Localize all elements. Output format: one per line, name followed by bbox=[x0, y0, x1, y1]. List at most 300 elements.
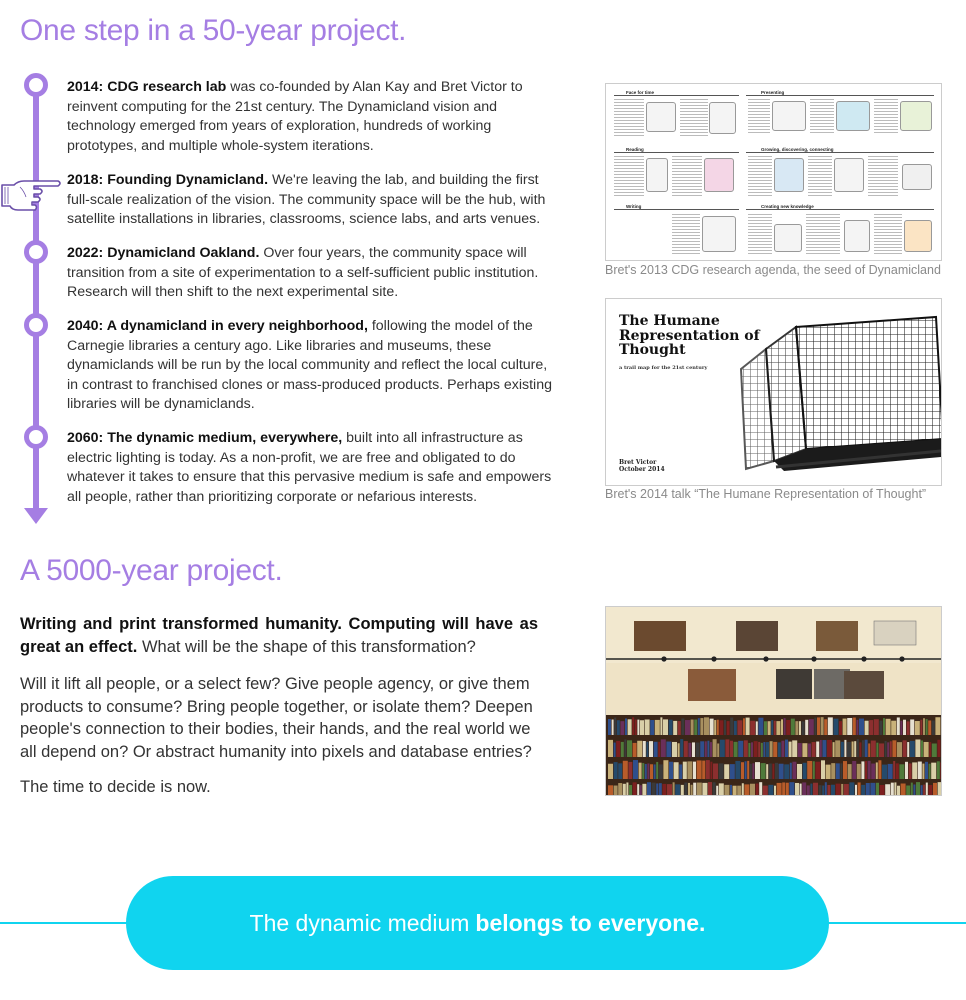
book-spine bbox=[817, 717, 820, 735]
book-spine bbox=[922, 764, 924, 779]
book-spine bbox=[647, 782, 651, 796]
book-spine bbox=[698, 718, 700, 735]
book-spine bbox=[807, 761, 812, 779]
book-spine bbox=[724, 764, 729, 779]
book-spine bbox=[608, 719, 611, 735]
book-spine bbox=[786, 783, 789, 796]
book-spine bbox=[921, 740, 923, 757]
book-spine bbox=[773, 742, 777, 757]
book-spine bbox=[911, 783, 913, 796]
book-spine bbox=[883, 718, 885, 735]
book-spine bbox=[719, 783, 724, 796]
book-spine bbox=[617, 720, 620, 735]
book-spine bbox=[608, 785, 613, 796]
book-spine bbox=[746, 718, 750, 735]
book-spine bbox=[819, 785, 822, 796]
book-spine bbox=[669, 762, 673, 779]
book-spine bbox=[887, 742, 889, 757]
book-spine bbox=[916, 782, 920, 796]
book-spine bbox=[756, 721, 758, 735]
book-spine bbox=[742, 783, 744, 796]
book-spine bbox=[781, 741, 784, 757]
book-spine bbox=[655, 720, 660, 735]
book-spine bbox=[784, 718, 786, 735]
lead-bold: Writing and print transformed humanity. Computing will have as great an effect. bbox=[20, 615, 538, 656]
book-spine bbox=[861, 761, 864, 779]
book-spine bbox=[763, 786, 768, 796]
book-spine bbox=[925, 762, 928, 779]
book-spine bbox=[738, 741, 743, 757]
book-spine bbox=[870, 783, 875, 796]
book-spine bbox=[782, 782, 785, 796]
talk-date: October 2014 bbox=[619, 466, 665, 473]
book-spine bbox=[798, 743, 802, 757]
banner-text-bold: belongs to everyone. bbox=[475, 909, 706, 936]
book-spine bbox=[800, 784, 802, 796]
book-spine bbox=[645, 764, 647, 779]
timeline-text: was co-founded by Alan Kay and Bret Victor to reinvent computing for the 21st century. The Dynamicland vision and technology emerged from years of exploration, hundreds of working prototypes, and multiple whole-system iterations. bbox=[67, 79, 523, 154]
book-spine bbox=[639, 763, 642, 779]
book-spine bbox=[815, 762, 820, 779]
book-spine bbox=[777, 783, 782, 796]
book-spine bbox=[635, 720, 637, 735]
book-spine bbox=[814, 717, 816, 735]
book-spine bbox=[865, 761, 867, 779]
book-spine bbox=[836, 763, 840, 779]
book-spine bbox=[803, 763, 807, 779]
book-spine bbox=[862, 740, 864, 757]
book-spine bbox=[724, 720, 726, 735]
book-spine bbox=[693, 762, 696, 779]
book-spine bbox=[766, 764, 768, 779]
book-spine bbox=[871, 764, 875, 779]
book-spine bbox=[614, 743, 616, 757]
timeline-entry-2022 bbox=[67, 244, 557, 303]
book-spine bbox=[706, 760, 710, 779]
book-spine bbox=[855, 785, 857, 796]
book-spine bbox=[642, 763, 644, 779]
book-spine bbox=[938, 782, 942, 796]
book-spine bbox=[658, 742, 660, 757]
book-spine bbox=[704, 717, 709, 735]
book-spine bbox=[770, 741, 773, 757]
book-spine bbox=[661, 739, 666, 757]
book-spine bbox=[857, 764, 861, 779]
book-spine bbox=[843, 719, 847, 735]
book-spine bbox=[692, 742, 695, 757]
book-spine bbox=[752, 763, 754, 779]
book-spine bbox=[714, 720, 716, 735]
book-spine bbox=[616, 741, 620, 757]
humane-talk-image bbox=[605, 298, 942, 486]
book-spine bbox=[810, 784, 812, 796]
book-spine bbox=[763, 742, 765, 757]
book-spine bbox=[724, 785, 729, 796]
book-spine bbox=[678, 743, 680, 757]
book-spine bbox=[679, 764, 682, 779]
book-spine bbox=[894, 782, 896, 796]
book-spine bbox=[871, 741, 876, 757]
bookshelf-photo-image bbox=[605, 606, 942, 796]
book-spine bbox=[687, 761, 692, 779]
book-spine bbox=[720, 740, 725, 757]
book-spine bbox=[667, 784, 672, 796]
talk-author: Bret Victor bbox=[619, 459, 657, 466]
book-spine bbox=[768, 721, 771, 735]
book-spine bbox=[900, 721, 902, 735]
timeline-entry-2014 bbox=[67, 78, 557, 156]
book-spine bbox=[654, 764, 656, 779]
banner-text-regular: The dynamic medium bbox=[249, 909, 470, 936]
book-spine bbox=[649, 741, 653, 757]
book-spine bbox=[891, 721, 896, 735]
book-spine bbox=[629, 785, 632, 796]
book-spine bbox=[618, 763, 622, 779]
book-spine bbox=[669, 720, 673, 735]
book-spine bbox=[926, 719, 928, 735]
book-spine bbox=[748, 743, 750, 757]
lead-paragraph bbox=[20, 613, 538, 658]
book-spine bbox=[856, 720, 858, 735]
book-spine bbox=[734, 721, 737, 735]
book-spine bbox=[672, 742, 677, 757]
book-spine bbox=[812, 742, 816, 757]
book-spine bbox=[868, 761, 871, 779]
book-spine bbox=[716, 786, 718, 796]
book-spine bbox=[633, 782, 637, 796]
talk-title: The Humane Representation of Thought bbox=[619, 313, 760, 358]
timeline-text: following the model of the Carnegie libraries a century ago. Like libraries and museums, these dynamiclands will be run by the local community and reflect the local culture, in contrast to franchised clones or mass-produced products. Perhaps existing libraries will be dynamiclands. bbox=[67, 318, 552, 412]
book-spine bbox=[854, 741, 856, 757]
humane-caption: Bret's 2014 talk “The Humane Representation of Thought” bbox=[605, 487, 927, 501]
book-spine bbox=[820, 740, 822, 757]
book-spine bbox=[844, 784, 849, 796]
timeline-year-label: 2014: CDG research lab bbox=[67, 79, 227, 95]
book-spine bbox=[733, 786, 737, 796]
book-spine bbox=[768, 785, 773, 796]
lead-rest: What will be the shape of this transformation? bbox=[137, 637, 476, 656]
mission-banner bbox=[126, 876, 829, 970]
timeline-dot-2040 bbox=[24, 313, 48, 337]
book-spine bbox=[750, 764, 752, 779]
book-spine bbox=[673, 721, 677, 735]
book-spine bbox=[866, 783, 870, 796]
book-spine bbox=[827, 785, 830, 796]
timeline-entry-2040 bbox=[67, 317, 557, 415]
book-spine bbox=[836, 784, 841, 796]
book-spine bbox=[852, 741, 854, 757]
book-spine bbox=[625, 718, 627, 735]
book-spine bbox=[882, 765, 887, 779]
timeline-entry-2060 bbox=[67, 429, 557, 507]
book-spine bbox=[779, 764, 784, 779]
book-spine bbox=[730, 785, 732, 796]
book-spine bbox=[774, 721, 776, 735]
book-spine bbox=[827, 740, 832, 757]
book-spine bbox=[869, 720, 873, 735]
book-spine bbox=[618, 783, 622, 796]
book-spine bbox=[758, 742, 760, 757]
book-spine bbox=[705, 741, 707, 757]
book-spine bbox=[652, 783, 656, 796]
book-spine bbox=[848, 764, 852, 779]
book-spine bbox=[750, 721, 755, 735]
book-spine bbox=[865, 721, 869, 735]
book-spine bbox=[843, 761, 847, 779]
book-spine bbox=[937, 761, 940, 779]
book-spine bbox=[886, 719, 891, 735]
book-spine bbox=[633, 760, 638, 779]
book-spine bbox=[719, 720, 723, 735]
book-spine bbox=[903, 740, 907, 757]
book-spine bbox=[637, 720, 639, 735]
agenda-caption: Bret's 2013 CDG research agenda, the seed of Dynamicland bbox=[605, 263, 941, 277]
book-spine bbox=[929, 742, 931, 757]
timeline-text: Over four years, the community space will transition from a site of experimentation to a self-sufficient public institution. Research will then shift to the next experimental site. bbox=[67, 245, 539, 300]
book-spine bbox=[905, 762, 908, 779]
book-spine bbox=[797, 764, 802, 779]
book-spine bbox=[647, 763, 649, 779]
book-spine bbox=[710, 742, 712, 757]
agenda-label: Presenting bbox=[761, 90, 785, 95]
book-spine bbox=[792, 762, 796, 779]
book-spine bbox=[910, 741, 915, 757]
timeline-year-label: 2060: The dynamic medium, everywhere, bbox=[67, 430, 343, 446]
book-spine bbox=[623, 784, 626, 796]
book-spine bbox=[907, 721, 910, 735]
book-spine bbox=[734, 742, 738, 757]
book-spine bbox=[924, 742, 929, 757]
book-spine bbox=[697, 760, 702, 779]
agenda-label: Writing bbox=[626, 204, 642, 209]
book-spine bbox=[744, 740, 748, 757]
book-spine bbox=[751, 742, 753, 757]
book-spine bbox=[909, 763, 912, 779]
book-spine bbox=[702, 783, 707, 796]
book-spine bbox=[852, 761, 856, 779]
book-spine bbox=[662, 784, 666, 796]
book-spine bbox=[802, 721, 805, 735]
timeline-dot-2022 bbox=[24, 240, 48, 264]
book-spine bbox=[778, 742, 781, 757]
book-spine bbox=[674, 762, 679, 779]
book-spine bbox=[754, 741, 758, 757]
book-spine bbox=[628, 719, 632, 735]
book-spine bbox=[775, 763, 778, 779]
book-spine bbox=[637, 784, 639, 796]
book-spine bbox=[841, 742, 844, 757]
book-spine bbox=[821, 717, 824, 735]
book-spine bbox=[878, 760, 881, 779]
book-spine bbox=[621, 742, 624, 757]
book-spine bbox=[684, 741, 688, 757]
book-spine bbox=[935, 717, 940, 735]
book-spine bbox=[915, 721, 920, 735]
book-spine bbox=[737, 786, 741, 796]
book-spine bbox=[693, 783, 696, 796]
book-spine bbox=[903, 720, 906, 735]
book-spine bbox=[713, 763, 718, 779]
book-spine bbox=[761, 763, 766, 779]
book-spine bbox=[921, 785, 923, 796]
book-spine bbox=[931, 763, 936, 779]
book-spine bbox=[786, 720, 790, 735]
book-spine bbox=[624, 739, 626, 757]
book-spine bbox=[907, 742, 909, 757]
book-spine bbox=[727, 721, 730, 735]
book-spine bbox=[713, 739, 717, 757]
book-spine bbox=[737, 720, 742, 735]
book-spine bbox=[744, 784, 749, 796]
book-spine bbox=[876, 762, 878, 779]
book-spine bbox=[868, 743, 870, 757]
book-spine bbox=[833, 742, 835, 757]
book-spine bbox=[899, 764, 904, 779]
agenda-label: Growing, discovering, connecting bbox=[761, 147, 834, 152]
book-spine bbox=[725, 739, 729, 757]
book-spine bbox=[774, 786, 776, 796]
book-spine bbox=[640, 785, 642, 796]
book-spine bbox=[896, 763, 899, 779]
book-spine bbox=[741, 762, 744, 779]
book-spine bbox=[717, 743, 719, 757]
book-spine bbox=[608, 764, 613, 779]
book-spine bbox=[923, 785, 925, 796]
book-spine bbox=[632, 717, 634, 735]
book-spine bbox=[755, 762, 760, 779]
book-spine bbox=[747, 761, 749, 779]
book-spine bbox=[785, 740, 788, 757]
book-spine bbox=[928, 785, 932, 796]
bookshelf-illustration bbox=[606, 607, 942, 796]
book-spine bbox=[859, 719, 864, 735]
timeline-text: built into all infrastructure as electric lighting is today. As a non-profit, we are free and obligated to do whatever it takes to ensure that this pervasive medium is safe and empowers all people, rather than prioritizing corporate or nefarious interests. bbox=[67, 430, 552, 505]
book-spine bbox=[663, 760, 668, 779]
book-spine bbox=[853, 718, 856, 735]
book-spine bbox=[776, 721, 780, 735]
book-spine bbox=[789, 782, 794, 796]
book-spine bbox=[628, 762, 632, 779]
book-spine bbox=[861, 785, 865, 796]
book-spine bbox=[833, 719, 838, 735]
book-spine bbox=[700, 718, 703, 735]
book-spine bbox=[673, 782, 675, 796]
book-spine bbox=[627, 740, 632, 757]
book-spine bbox=[831, 763, 835, 779]
book-spine bbox=[926, 783, 928, 796]
book-spine bbox=[650, 720, 654, 735]
book-spine bbox=[663, 719, 668, 735]
book-spine bbox=[933, 783, 937, 796]
book-spine bbox=[940, 762, 942, 779]
book-spine bbox=[915, 739, 920, 757]
book-spine bbox=[807, 785, 810, 796]
book-spine bbox=[730, 741, 733, 757]
book-spine bbox=[656, 783, 658, 796]
book-spine bbox=[802, 743, 807, 757]
book-spine bbox=[790, 763, 792, 779]
book-spine bbox=[874, 719, 879, 735]
book-spine bbox=[688, 743, 691, 757]
book-spine bbox=[771, 720, 773, 735]
timeline-year-label: 2018: Founding Dynamicland. bbox=[67, 172, 269, 188]
talk-author-block bbox=[619, 459, 665, 473]
book-spine bbox=[710, 762, 712, 779]
book-spine bbox=[650, 764, 653, 779]
book-spine bbox=[781, 719, 783, 735]
book-spine bbox=[822, 740, 826, 757]
book-spine bbox=[719, 763, 724, 779]
timeline-entry-2018 bbox=[67, 171, 557, 230]
book-spine bbox=[750, 784, 755, 796]
book-spine bbox=[645, 719, 650, 735]
book-spine bbox=[730, 718, 733, 735]
book-spine bbox=[696, 743, 700, 757]
book-spine bbox=[666, 742, 671, 757]
book-spine bbox=[659, 783, 662, 796]
book-spine bbox=[888, 764, 893, 779]
book-spine bbox=[697, 783, 702, 796]
book-spine bbox=[841, 784, 843, 796]
book-spine bbox=[885, 784, 890, 796]
book-spine bbox=[707, 741, 709, 757]
book-spine bbox=[906, 785, 910, 796]
book-spine bbox=[923, 718, 925, 735]
book-spine bbox=[614, 786, 618, 796]
book-spine bbox=[685, 720, 690, 735]
book-spine bbox=[937, 740, 940, 757]
book-spine bbox=[717, 720, 719, 735]
book-spine bbox=[684, 782, 687, 796]
closing-paragraph: The time to decide is now. bbox=[20, 778, 211, 796]
book-spine bbox=[858, 782, 861, 796]
book-spine bbox=[766, 742, 769, 757]
book-spine bbox=[822, 786, 824, 796]
book-spine bbox=[614, 762, 618, 779]
book-spine bbox=[928, 720, 931, 735]
book-spine bbox=[847, 742, 851, 757]
book-spine bbox=[620, 721, 624, 735]
book-spine bbox=[730, 764, 735, 779]
book-spine bbox=[614, 718, 616, 735]
book-spine bbox=[891, 783, 894, 796]
section-title-50-year: One step in a 50-year project. bbox=[20, 14, 407, 47]
book-spine bbox=[764, 721, 767, 735]
book-spine bbox=[633, 743, 637, 757]
book-spine bbox=[879, 721, 882, 735]
book-spine bbox=[831, 785, 835, 796]
book-spine bbox=[637, 741, 642, 757]
book-spine bbox=[784, 764, 789, 779]
book-spine bbox=[643, 741, 646, 757]
book-spine bbox=[879, 743, 884, 757]
timeline-year-label: 2040: A dynamicland in every neighborhood, bbox=[67, 318, 368, 334]
book-spine bbox=[656, 762, 658, 779]
book-spine bbox=[839, 721, 842, 735]
book-spine bbox=[929, 764, 931, 779]
book-spine bbox=[918, 762, 922, 779]
talk-subtitle: a trail map for the 21st century bbox=[619, 365, 708, 371]
book-spine bbox=[646, 742, 648, 757]
book-spine bbox=[890, 741, 892, 757]
book-spine bbox=[901, 784, 906, 796]
book-spine bbox=[792, 740, 797, 757]
book-spine bbox=[756, 784, 759, 796]
book-spine bbox=[826, 765, 831, 779]
book-spine bbox=[708, 782, 712, 796]
book-spine bbox=[735, 761, 740, 779]
book-spine bbox=[680, 739, 683, 757]
